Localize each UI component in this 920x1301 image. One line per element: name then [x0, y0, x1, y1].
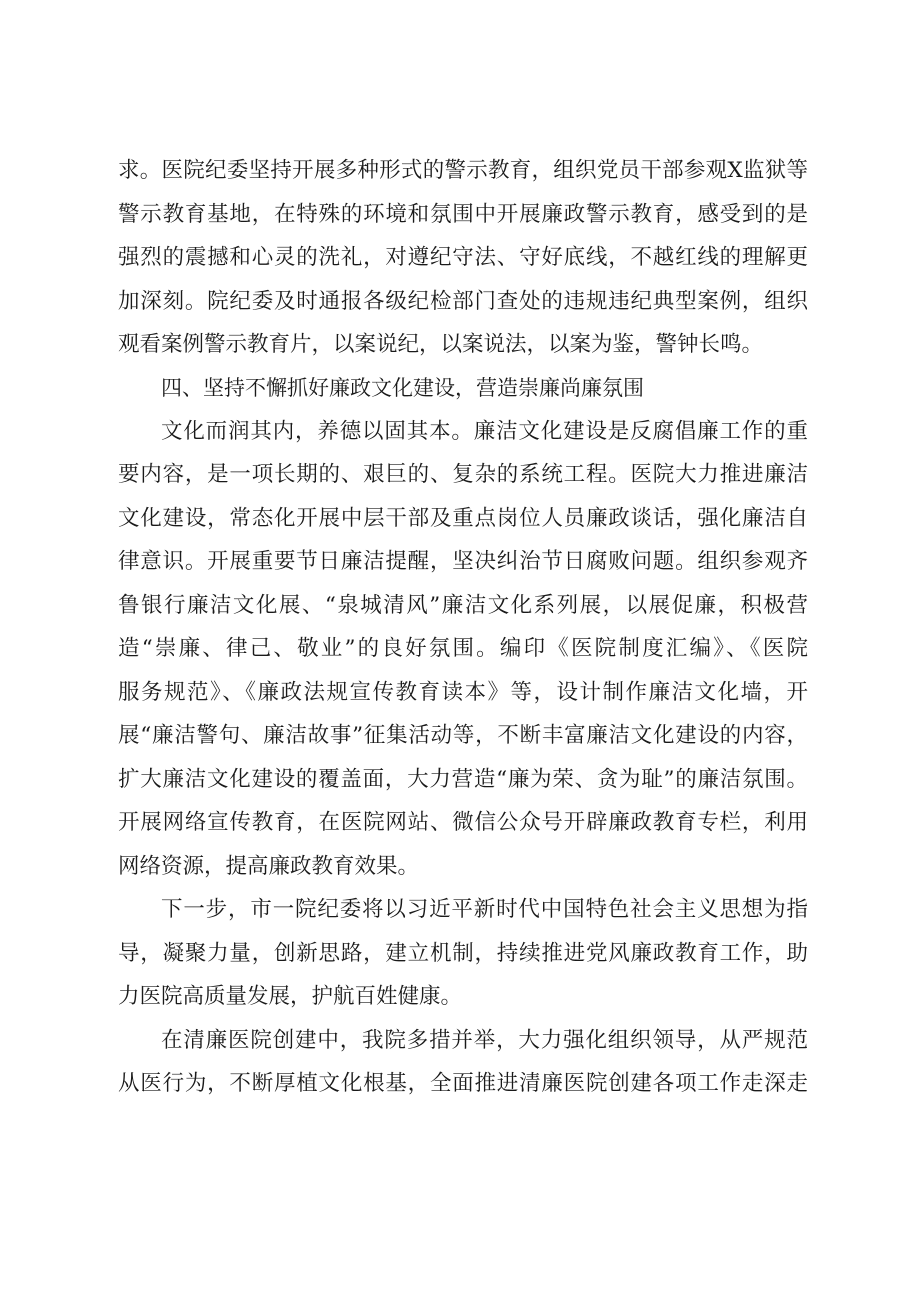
- paragraph-line: 导，凝聚力量，创新思路，建立机制，持续推进党风廉政教育工作，助: [118, 941, 808, 966]
- paragraph-line: 警示教育基地，在特殊的环境和氛围中开展廉政警示教育，感受到的是: [118, 202, 808, 227]
- paragraph-line: 加深刻。院纪委及时通报各级纪检部门查处的违规违纪典型案例，组织: [118, 289, 808, 314]
- paragraph-line: 扩大廉洁文化建设的覆盖面，大力营造“廉为荣、贪为耻”的廉洁氛围。: [118, 767, 808, 792]
- paragraph-line: 从医行为，不断厚植文化根基，全面推进清廉医院创建各项工作走深走: [118, 1071, 808, 1096]
- paragraph-line: 开展网络宣传教育，在医院网站、微信公众号开辟廉政教育专栏，利用: [118, 810, 808, 835]
- paragraph-line: 力医院高质量发展，护航百姓健康。: [118, 984, 463, 1009]
- paragraph-line: 展“廉洁警句、廉洁故事”征集活动等，不断丰富廉洁文化建设的内容，: [118, 723, 808, 748]
- paragraph-line: 服务规范》、《廉政法规宣传教育读本》等，设计制作廉洁文化墙，开: [118, 680, 808, 705]
- paragraph-line: 网络资源，提高廉政教育效果。: [118, 854, 420, 879]
- paragraph-line: 律意识。开展重要节日廉洁提醒，坚决纠治节日腐败问题。组织参观齐: [118, 549, 808, 574]
- paragraph-line: 在清廉医院创建中，我院多措并举，大力强化组织领导，从严规范: [161, 1028, 808, 1053]
- paragraph-line: 文化建设，常态化开展中层干部及重点岗位人员廉政谈话，强化廉洁自: [118, 506, 808, 531]
- paragraph-line: 鲁银行廉洁文化展、“泉城清风”廉洁文化系列展，以展促廉，积极营: [118, 593, 808, 618]
- paragraph-line: 要内容，是一项长期的、艰巨的、复杂的系统工程。医院大力推进廉洁: [118, 462, 808, 487]
- paragraph-line: 求。医院纪委坚持开展多种形式的警示教育，组织党员干部参观X监狱等: [118, 158, 808, 183]
- paragraph-line: 文化而润其内，养德以固其本。廉洁文化建设是反腐倡廉工作的重: [161, 419, 808, 444]
- paragraph-line: 观看案例警示教育片，以案说纪，以案说法，以案为鉴，警钟长鸣。: [118, 332, 764, 357]
- paragraph-line: 强烈的震撼和心灵的洗礼，对遵纪守法、守好底线，不越红线的理解更: [118, 245, 808, 270]
- section-heading: 四、坚持不懈抓好廉政文化建设，营造崇廉尚廉氛围: [161, 376, 644, 400]
- paragraph-line: 造“崇廉、律己、敬业”的良好氛围。编印《医院制度汇编》、《医院: [118, 636, 808, 661]
- paragraph-line: 下一步，市一院纪委将以习近平新时代中国特色社会主义思想为指: [161, 897, 808, 922]
